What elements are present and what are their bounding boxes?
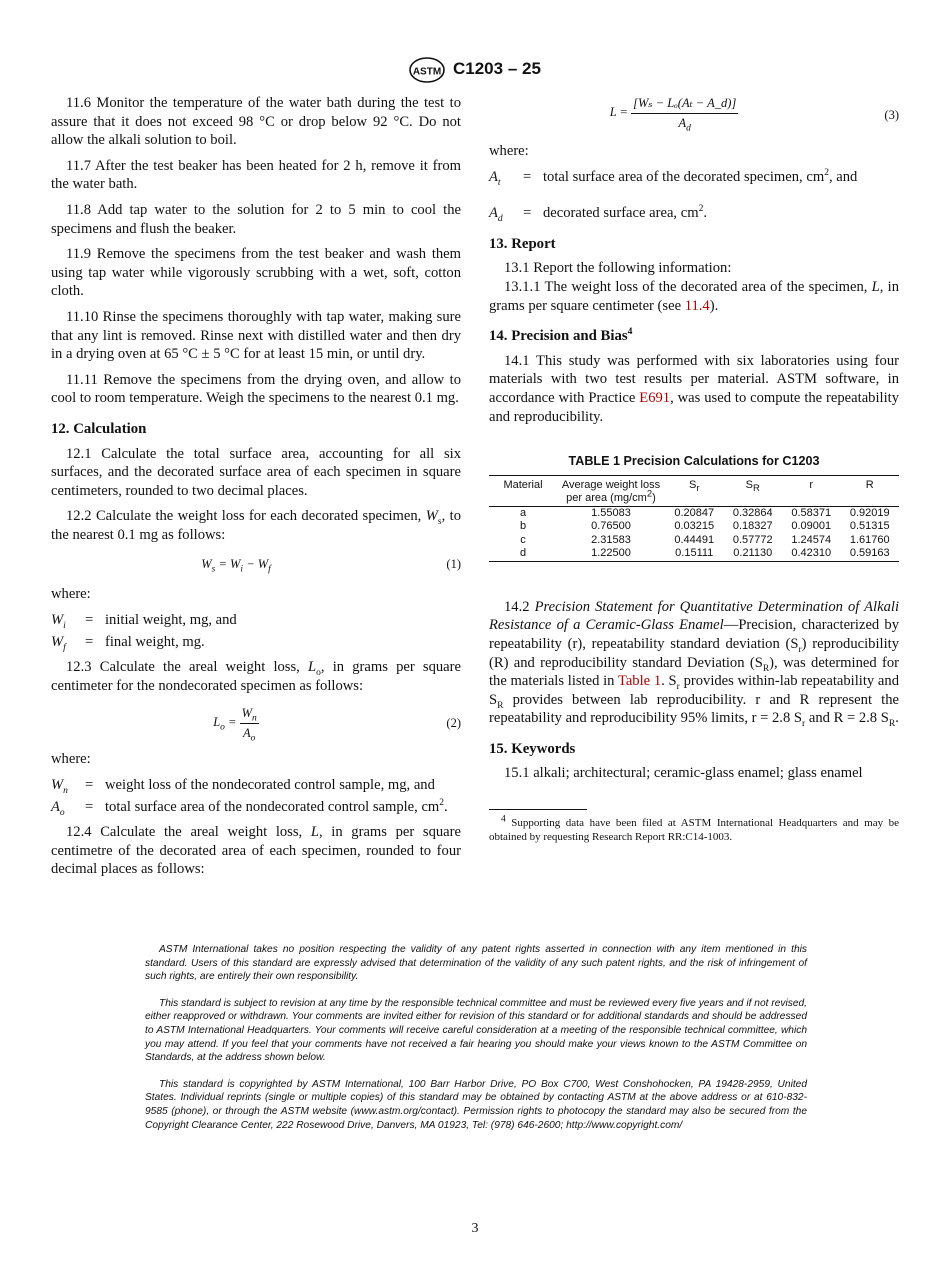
left-column <box>51 94 461 886</box>
para-11-11: 11.11 Remove the specimens from the drying oven, and allow to cool to room temperature. Weigh the specimens to the nearest 0.1 mg. <box>51 371 461 407</box>
table-row: a 1.55083 0.20847 0.32864 0.58371 0.92019 <box>519 506 890 519</box>
page-number: 3 <box>471 1221 479 1236</box>
page-header <box>0 57 950 83</box>
footnote-divider <box>489 809 587 810</box>
astm-logo-icon <box>409 57 445 83</box>
para-14-1: 14.1 This study was performed with six laboratories using four materials with two test results per material. ASTM software, in accordance with Practice E691, was used to compute the repeatability and reproducibility. <box>489 352 899 425</box>
equation-2: $L_o$ = $\frac{W_n}{A_o}$ (2) <box>213 706 461 744</box>
para-11-10: 11.10 Rinse the specimens thoroughly with tap water, making sure that any lint is removed. Rinse next with distilled water and then dry in a drying oven at 65 °C ± 5 °C for at least 15 min, or until dry. <box>51 308 461 363</box>
col-sR: $S_R$ <box>745 478 760 494</box>
svg-text:ASTM: ASTM <box>412 66 442 78</box>
precision-table <box>489 475 899 562</box>
patent-notice: ASTM International takes no position respecting the validity of any patent rights asserted in connection with any item mentioned in this standard. Users of this standard are expressly advised that determination of the validity of any such patent rights, and the risk of infringement of such rights, are entirely their own responsibility. <box>145 944 807 983</box>
footnote-4: $^4$ Supporting data have been filed at ASTM International Headquarters and may be obtained by requesting Research Report RR:C14-1003. <box>489 814 900 844</box>
col-R: R <box>865 478 874 491</box>
para-11-9: 11.9 Remove the specimens from the test beaker and wash them using tap water while vigorously scrubbing with a wet, soft, cotton cloth. <box>51 246 461 300</box>
table-row: d 1.22500 0.15111 0.21130 0.42310 0.59163 <box>489 547 899 561</box>
table-row: b 0.76500 0.03215 0.18327 0.09001 0.51315 <box>519 520 890 533</box>
para-12-2: 12.2 Calculate the weight loss for each decorated specimen, $W_s$, to the nearest 0.1 mg as follows: <box>51 508 461 543</box>
definition-wf: $W_f$ = final weight, mg. <box>51 633 205 653</box>
para-11-6: 11.6 Monitor the temperature of the water bath during the test to assure that it does not exceed 98 °C or drop below 92 °C. Do not allow the alkali solution to boil. <box>51 95 461 149</box>
para-11-8: 11.8 Add tap water to the solution for 2 to 5 min to cool the specimens and flush the beaker. <box>51 201 461 237</box>
where-1: where: <box>51 586 91 603</box>
where-2: where: <box>51 751 91 768</box>
definition-at: $A_t$ = total surface area of the decorated specimen, $cm^2$, and <box>489 167 858 188</box>
para-11-7: 11.7 After the test beaker has been heated for 2 h, remove it from the water bath. <box>51 157 461 193</box>
section-14-heading: 14. Precision and Bias$^4$ <box>489 327 633 345</box>
astm-notices <box>145 943 807 1145</box>
definition-ad: $A_d$ = decorated surface area, $cm^2$. <box>489 204 707 225</box>
table-1-title: TABLE 1 Precision Calculations for C1203 <box>568 454 820 469</box>
link-table-1[interactable]: Table 1 <box>617 673 662 690</box>
table-row: c 2.31583 0.44491 0.57772 1.24574 1.61760 <box>520 533 890 546</box>
equation-1: $W_s = W_i - W_f$ (1) <box>201 557 461 575</box>
para-12-1: 12.1 Calculate the total surface area, accounting for all six surfaces, and the decorated surface area of each specimen in square centimeters, rounded to two decimal places. <box>51 445 461 499</box>
document-id: C1203 – 25 <box>453 59 541 78</box>
equation-3: L = $\frac{\text{[Wₛ − Lₒ(Aₜ − A\_d)]}}{A_d}$ (3) <box>609 96 899 134</box>
para-12-3: 12.3 Calculate the areal weight loss, $L_o$, in grams per square centimeter for the nondecorated specimen as follows: <box>51 659 461 694</box>
para-15-1: 15.1 alkali; architectural; ceramic-glass enamel; glass enamel <box>504 765 863 782</box>
section-12-heading: 12. Calculation <box>51 420 147 437</box>
link-11-4[interactable]: 11.4 <box>684 297 710 314</box>
col-r: r <box>809 478 814 491</box>
col-sr: $S_r$ <box>688 478 700 494</box>
para-13-1-1: 13.1.1 The weight loss of the decorated area of the specimen, L, in grams per square centimeter (see 11.4). <box>489 278 899 314</box>
definition-wn: $W_n$ = weight loss of the nondecorated control sample, mg, and <box>51 777 435 796</box>
definition-ao: $A_o$ = total surface area of the nondecorated control sample, $cm^2$. <box>51 797 448 818</box>
col-material: Material <box>503 478 543 491</box>
revision-notice: This standard is subject to revision at any time by the responsible technical committee and must be reviewed every five years and if not revised, either reapproved or withdrawn. Your comments are invited either for revision of this standard or for additional standards and should be addressed to ASTM International Headquarters. Your comments will receive careful consideration at a meeting of the responsible technical committee, which you may attend. If you feel that your comments have not received a fair hearing you should make your views known to the ASTM Committee on Standards, at the address shown below. <box>145 997 807 1064</box>
table-header-row <box>489 475 899 506</box>
definition-wi: $W_i$ = initial weight, mg, and <box>51 612 237 631</box>
right-column <box>489 94 899 844</box>
section-13-heading: 13. Report <box>489 235 556 252</box>
copyright-notice: This standard is copyrighted by ASTM International, 100 Barr Harbor Drive, PO Box C700, West Conshohocken, PA 19428-2959, United States. Individual reprints (single or multiple copies) of this standard may be obtained by contacting ASTM at the above address or at 610-832-9585 (phone), or through the ASTM website (www.astm.org/contact). Permission rights to photocopy the standard may also be secured from the Copyright Clearance Center, 222 Rosewood Drive, Danvers, MA 01923, Tel: (978) 646-2600; http://www.copyright.com/ <box>145 1078 807 1131</box>
para-14-2: 14.2 Precision Statement for Quantitative Determination of Alkali Resistance of a Ceramic-Glass Enamel—Precision, characterized by repeatability (r), repeatability standard deviation $(S_r)$ reproducibility (R) and reproducibility standard Deviation $(S_R)$, was determined for the materials listed in Table 1. $S_r$ provides within-lab repeatability and $S_R$ provides between lab reproducibility. r and R represent the repeatability and reproducibility 95% limits, r = 2.8 $S_r$ and R = 2.8 $S_R$. <box>489 598 899 730</box>
para-12-4: 12.4 Calculate the areal weight loss, L, in grams per square centimetre of the decorated area of each specimen, rounded to four decimal places as follows: <box>51 824 461 878</box>
col-average: Average weight loss per area $(mg/cm^2)$ <box>561 478 661 504</box>
section-15-heading: 15. Keywords <box>489 740 576 757</box>
para-13-1: 13.1 Report the following information: <box>504 260 732 277</box>
link-e691[interactable]: E691 <box>639 389 671 406</box>
where-3: where: <box>489 143 529 159</box>
